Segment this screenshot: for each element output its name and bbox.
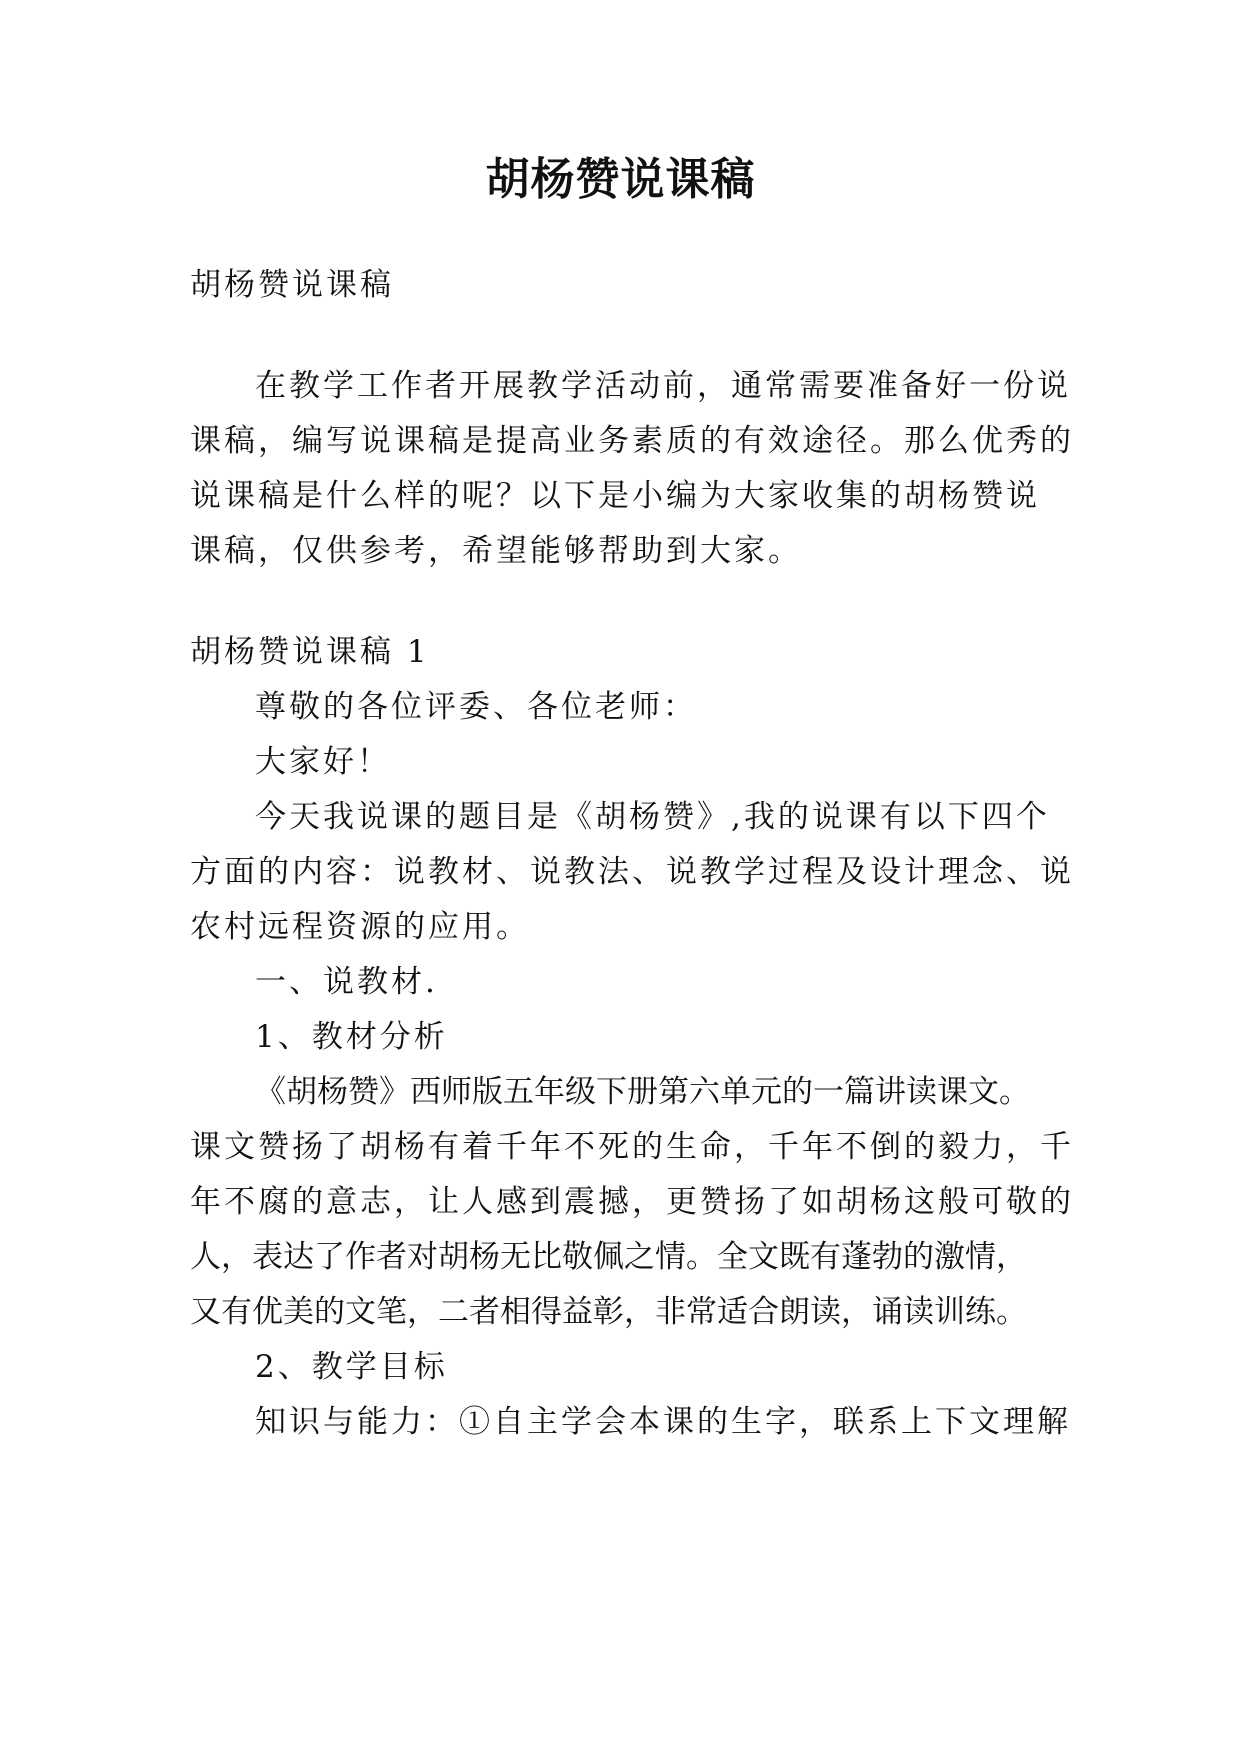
intro-paragraph-line: 在教学工作者开展教学活动前，通常需要准备好一份说 xyxy=(255,368,1071,404)
item-one-heading: 1、教材分析 xyxy=(255,1019,448,1055)
topic-paragraph-line: 今天我说课的题目是《胡杨赞》,我的说课有以下四个 xyxy=(255,799,1050,835)
analysis-paragraph-line: 课文赞扬了胡杨有着千年不死的生命，千年不倒的毅力，千 xyxy=(190,1129,1074,1165)
section-heading: 胡杨赞说课稿 1 xyxy=(190,634,430,670)
intro-paragraph-line: 课稿，仅供参考，希望能够帮助到大家。 xyxy=(190,533,802,569)
intro-paragraph-line: 课稿，编写说课稿是提高业务素质的有效途径。那么优秀的 xyxy=(190,423,1074,459)
document-title: 胡杨赞说课稿 xyxy=(485,154,756,205)
subtitle: 胡杨赞说课稿 xyxy=(190,267,394,303)
analysis-paragraph-line: 年不腐的意志，让人感到震撼，更赞扬了如胡杨这般可敬的 xyxy=(190,1184,1074,1220)
intro-paragraph-line: 说课稿是什么样的呢？以下是小编为大家收集的胡杨赞说 xyxy=(190,478,1040,514)
part-one-heading: 一、说教材. xyxy=(255,964,438,1000)
greeting-line: 尊敬的各位评委、各位老师： xyxy=(255,689,697,725)
analysis-paragraph-line: 《胡杨赞》西师版五年级下册第六单元的一篇讲读课文。 xyxy=(255,1074,1030,1110)
topic-paragraph-line: 方面的内容：说教材、说教法、说教学过程及设计理念、说 xyxy=(190,854,1074,890)
analysis-paragraph-line: 人，表达了作者对胡杨无比敬佩之情。全文既有蓬勃的激情， xyxy=(190,1239,1027,1275)
hello-line: 大家好！ xyxy=(255,744,391,780)
topic-paragraph-line: 农村远程资源的应用。 xyxy=(190,909,530,945)
goal-paragraph-line: 知识与能力：①自主学会本课的生字，联系上下文理解 xyxy=(255,1404,1071,1440)
item-two-heading: 2、教学目标 xyxy=(255,1349,448,1385)
analysis-paragraph-line: 又有优美的文笔，二者相得益彰，非常适合朗读，诵读训练。 xyxy=(190,1294,1027,1330)
